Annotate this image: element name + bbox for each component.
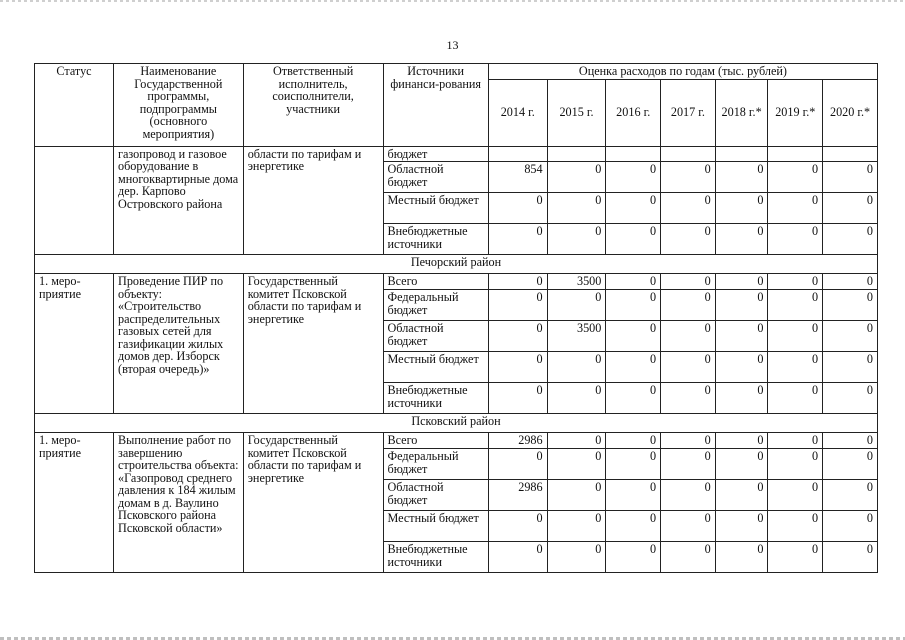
header-sources: Источники финанси-рования	[383, 64, 488, 147]
value-cell: 2986	[488, 480, 547, 511]
header-name: Наименование Государственной программы, подпрограммы (основного мероприятия)	[114, 64, 244, 147]
value-cell: 0	[606, 542, 661, 573]
funding-source-cell: Областной бюджет	[383, 321, 488, 352]
funding-source-cell: Областной бюджет	[383, 480, 488, 511]
value-cell: 0	[768, 290, 823, 321]
status-cell: 1. меро-приятие	[35, 274, 114, 414]
value-cell: 0	[488, 193, 547, 224]
value-cell: 0	[715, 274, 768, 290]
header-row	[35, 64, 878, 80]
value-cell: 0	[488, 352, 547, 383]
header-responsible: Ответственный исполнитель, соисполнители, участники	[243, 64, 383, 147]
year-header: 2015 г.	[547, 79, 606, 146]
funding-source-cell: Внебюджетные источники	[383, 383, 488, 414]
value-cell: 0	[661, 449, 716, 480]
year-header: 2020 г.*	[823, 79, 878, 146]
funding-source-cell: Местный бюджет	[383, 193, 488, 224]
value-cell: 0	[547, 193, 606, 224]
value-cell: 0	[823, 480, 878, 511]
value-cell: 0	[823, 511, 878, 542]
value-cell: 0	[547, 480, 606, 511]
value-cell: 0	[768, 193, 823, 224]
value-cell: 0	[661, 352, 716, 383]
value-cell: 0	[661, 321, 716, 352]
value-cell: 0	[661, 511, 716, 542]
value-cell: 0	[547, 224, 606, 255]
value-cell	[768, 146, 823, 162]
value-cell: 0	[823, 383, 878, 414]
status-cell: 1. меро-приятие	[35, 433, 114, 573]
value-cell: 0	[547, 449, 606, 480]
value-cell	[547, 146, 606, 162]
value-cell: 854	[488, 162, 547, 193]
value-cell: 0	[715, 290, 768, 321]
status-cell	[35, 146, 114, 255]
value-cell: 0	[715, 433, 768, 449]
value-cell: 0	[547, 162, 606, 193]
budget-table	[34, 63, 878, 573]
value-cell: 3500	[547, 274, 606, 290]
value-cell: 0	[823, 274, 878, 290]
value-cell: 0	[823, 542, 878, 573]
value-cell: 0	[606, 383, 661, 414]
value-cell: 0	[768, 274, 823, 290]
funding-source-cell: Всего	[383, 274, 488, 290]
value-cell: 0	[768, 352, 823, 383]
district-title: Печорский район	[35, 255, 878, 274]
value-cell: 0	[606, 480, 661, 511]
value-cell: 0	[661, 162, 716, 193]
value-cell: 0	[547, 542, 606, 573]
value-cell: 0	[823, 433, 878, 449]
value-cell: 0	[715, 162, 768, 193]
district-row	[35, 414, 878, 433]
value-cell: 0	[823, 290, 878, 321]
funding-source-cell: Федеральный бюджет	[383, 290, 488, 321]
responsible-cell: Государственный комитет Псковской области по тарифам и энергетике	[243, 274, 383, 414]
value-cell: 0	[606, 274, 661, 290]
value-cell: 0	[715, 352, 768, 383]
value-cell: 0	[823, 224, 878, 255]
year-header: 2017 г.	[661, 79, 716, 146]
value-cell: 0	[488, 274, 547, 290]
value-cell: 0	[715, 383, 768, 414]
value-cell: 0	[488, 224, 547, 255]
page-number: 13	[446, 38, 459, 52]
value-cell: 0	[823, 352, 878, 383]
funding-source-cell: Федеральный бюджет	[383, 449, 488, 480]
value-cell: 0	[768, 321, 823, 352]
value-cell: 0	[768, 511, 823, 542]
value-cell: 0	[768, 162, 823, 193]
value-cell: 0	[547, 352, 606, 383]
value-cell: 0	[715, 542, 768, 573]
value-cell: 0	[661, 193, 716, 224]
value-cell: 0	[715, 224, 768, 255]
value-cell: 0	[715, 193, 768, 224]
district-row	[35, 255, 878, 274]
value-cell: 0	[768, 542, 823, 573]
value-cell: 0	[488, 290, 547, 321]
value-cell: 0	[606, 224, 661, 255]
value-cell: 0	[547, 383, 606, 414]
funding-source-cell: бюджет	[383, 146, 488, 162]
program-name-cell: Проведение ПИР по объекту: «Строительство распределительных газовых сетей для газификации жилых домов дер. Изборск (вторая очередь)»	[114, 274, 244, 414]
funding-source-cell: Внебюджетные источники	[383, 224, 488, 255]
value-cell: 2986	[488, 433, 547, 449]
value-cell: 0	[823, 193, 878, 224]
funding-source-cell: Внебюджетные источники	[383, 542, 488, 573]
year-header: 2014 г.	[488, 79, 547, 146]
value-cell: 0	[488, 383, 547, 414]
value-cell: 0	[606, 352, 661, 383]
value-cell: 0	[606, 449, 661, 480]
value-cell: 0	[661, 274, 716, 290]
value-cell: 0	[768, 480, 823, 511]
value-cell: 0	[606, 193, 661, 224]
district-title: Псковский район	[35, 414, 878, 433]
year-header: 2019 г.*	[768, 79, 823, 146]
value-cell: 0	[606, 290, 661, 321]
value-cell: 0	[823, 162, 878, 193]
table-row	[35, 433, 878, 449]
funding-source-cell: Местный бюджет	[383, 511, 488, 542]
scan-edge-top	[0, 0, 905, 2]
value-cell: 0	[768, 383, 823, 414]
funding-source-cell: Всего	[383, 433, 488, 449]
header-status: Статус	[35, 64, 114, 147]
value-cell: 0	[661, 383, 716, 414]
header-costs: Оценка расходов по годам (тыс. рублей)	[488, 64, 877, 80]
value-cell: 0	[547, 433, 606, 449]
value-cell	[606, 146, 661, 162]
value-cell: 0	[768, 224, 823, 255]
value-cell: 0	[715, 480, 768, 511]
program-name-cell: Выполнение работ по завершению строительства объекта: «Газопровод среднего давления к 184 жилым домам в д. Ваулино Псковского района Псковской области»	[114, 433, 244, 573]
table-row	[35, 146, 878, 162]
responsible-cell: Государственный комитет Псковской области по тарифам и энергетике	[243, 433, 383, 573]
value-cell: 0	[606, 511, 661, 542]
value-cell: 0	[547, 290, 606, 321]
value-cell: 0	[661, 433, 716, 449]
value-cell: 0	[661, 480, 716, 511]
value-cell	[661, 146, 716, 162]
table-row	[35, 274, 878, 290]
value-cell: 0	[488, 321, 547, 352]
value-cell: 0	[488, 542, 547, 573]
value-cell	[488, 146, 547, 162]
value-cell: 0	[606, 433, 661, 449]
value-cell: 0	[606, 162, 661, 193]
value-cell: 0	[823, 449, 878, 480]
value-cell: 0	[488, 511, 547, 542]
value-cell: 0	[715, 511, 768, 542]
value-cell: 0	[823, 321, 878, 352]
responsible-cell: области по тарифам и энергетике	[243, 146, 383, 255]
value-cell: 0	[715, 449, 768, 480]
value-cell: 0	[606, 321, 661, 352]
value-cell: 0	[715, 321, 768, 352]
value-cell	[823, 146, 878, 162]
year-header: 2018 г.*	[715, 79, 768, 146]
year-header: 2016 г.	[606, 79, 661, 146]
value-cell: 3500	[547, 321, 606, 352]
value-cell: 0	[488, 449, 547, 480]
value-cell: 0	[661, 224, 716, 255]
value-cell: 0	[661, 290, 716, 321]
value-cell: 0	[547, 511, 606, 542]
program-name-cell: газопровод и газовое оборудование в многоквартирные дома дер. Карпово Островского района	[114, 146, 244, 255]
funding-source-cell: Областной бюджет	[383, 162, 488, 193]
funding-source-cell: Местный бюджет	[383, 352, 488, 383]
value-cell: 0	[661, 542, 716, 573]
value-cell: 0	[768, 449, 823, 480]
value-cell	[715, 146, 768, 162]
value-cell: 0	[768, 433, 823, 449]
